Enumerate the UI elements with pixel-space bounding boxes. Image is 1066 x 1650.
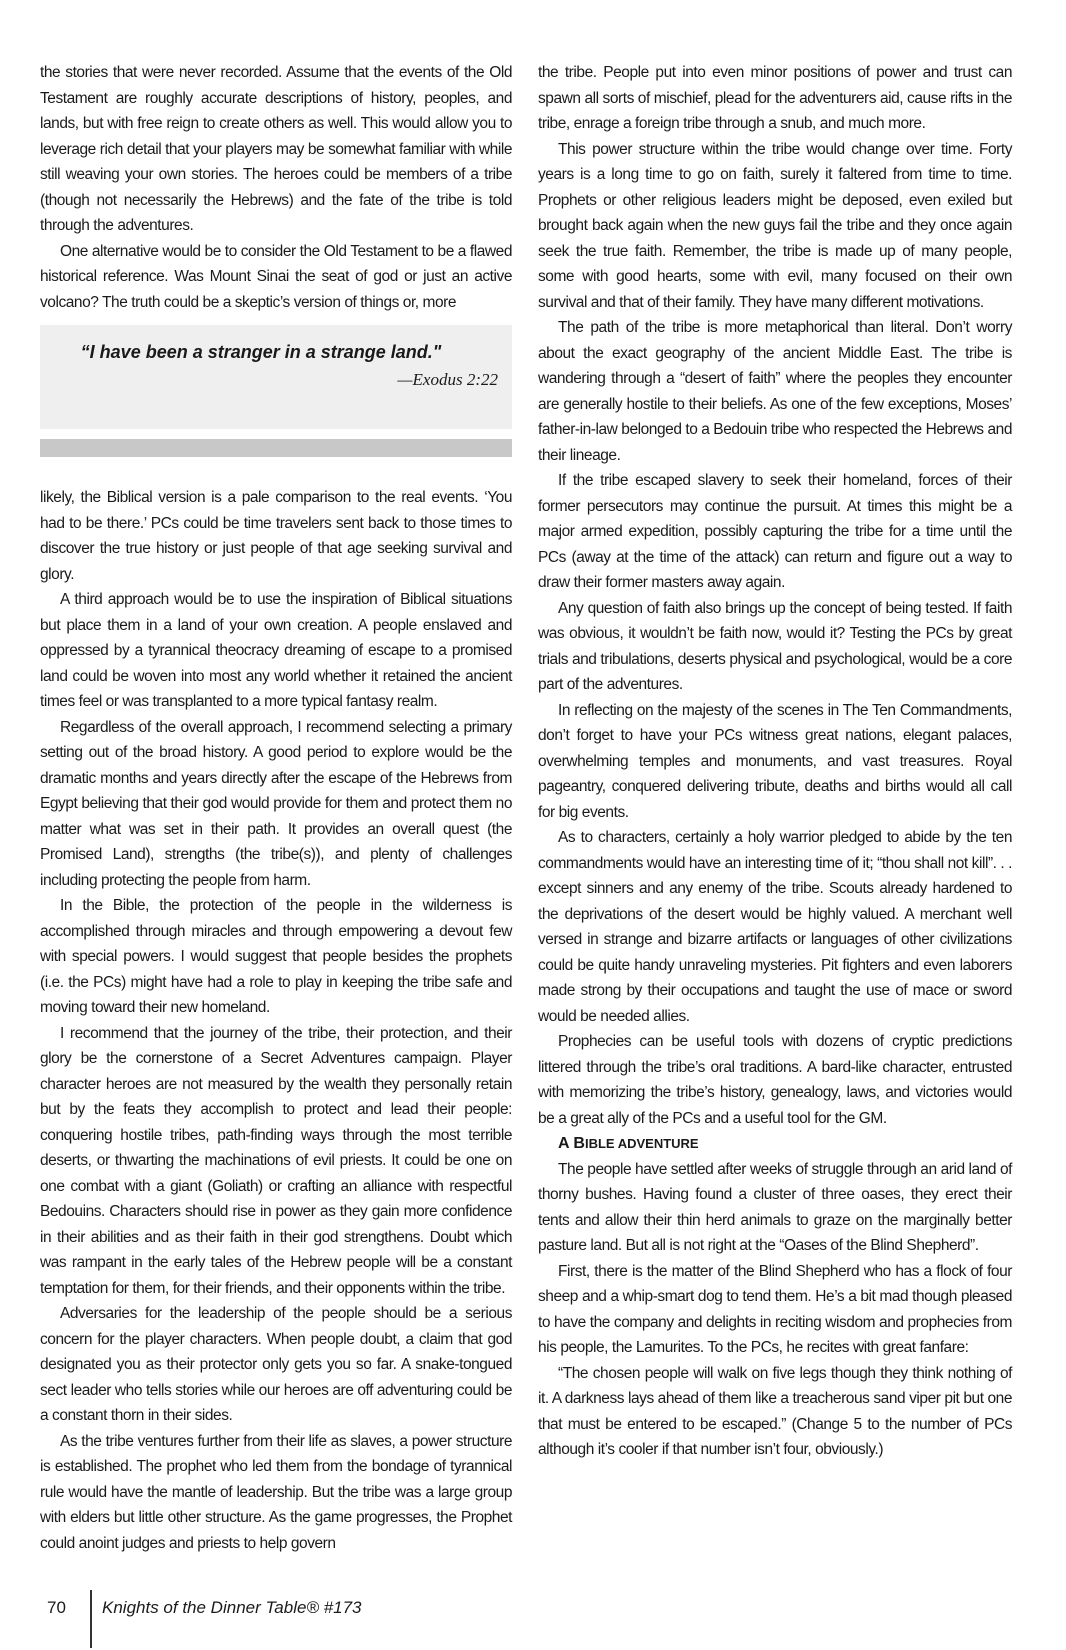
- paragraph: Prophecies can be useful tools with dozens of cryptic predictions littered through the tribe’s oral traditions. A bard-like character, entrusted with memorizing the tribe’s history, genealogy, laws, and victories would be a great ally of the PCs and a useful tool for the GM.: [538, 1033, 1012, 1127]
- paragraph: Regardless of the overall approach, I recommend selecting a primary setting out of the broad history. A good period to explore would be the dramatic months and years directly after the escape of the Hebrews from Egypt believing that their god would provide for them and protect them no matter what was set in their path. It provides an overall quest (the Promised Land), strengths (the tribe(s)), and plenty of challenges including protecting the people from harm.: [40, 718, 512, 889]
- paragraph: One alternative would be to consider the Old Testament to be a flawed historical reference. Was Mount Sinai the seat of god or just an active volcano? The truth could be a skeptic’s version of things or, more: [40, 242, 512, 311]
- paragraph: This power structure within the tribe would change over time. Forty years is a long time to go on faith, surely it faltered from time to time. Prophets or other religious leaders might be deposed, even exiled but brought back again when the new guys fail the tribe and they once again seek the true faith. Remember, the tribe is made up of many people, some with good hearts, some with evil, many focused on their own survival and that of their family. They have many different motivations.: [538, 140, 1012, 311]
- paragraph: As to characters, certainly a holy warrior pledged to abide by the ten commandments would have an interesting time of it; “thou shall not kill”. . . except sinners and any enemy of the tribe. Scouts already hardened to the deprivations of the desert would be highly valued. A merchant well versed in strange and bizarre artifacts or languages of other civilizations could be quite handy unraveling mysteries. Pit fighters and even laborers made strong by their occupations and taught the use of mace or sword would be needed allies.: [538, 829, 1012, 1025]
- page-number: 70: [47, 1598, 66, 1617]
- section-heading: [538, 1131, 1012, 1157]
- paragraph: “The chosen people will walk on five legs though they think nothing of it. A darkness lays ahead of them like a treacherous sand viper pit but one that must be entered to be escaped.” (Change 5 to the number of PCs although it’s cooler if that number isn’t four, obviously.): [538, 1364, 1012, 1458]
- paragraph: As the tribe ventures further from their life as slaves, a power structure is established. The prophet who led them from the bondage of tyrannical rule would have the mantle of leadership. But the tribe was a large group with elders but little other structure. As the game progresses, the Prophet could anoint judges and priests to help govern: [40, 1432, 512, 1552]
- section-heading-lead: A B: [558, 1135, 585, 1152]
- pull-quote-citation: —Exodus 2:22: [397, 370, 498, 389]
- right-column: [538, 60, 1012, 1463]
- paragraph: If the tribe escaped slavery to seek their homeland, forces of their former persecutors may continue the pursuit. At times this might be a major armed expedition, possibly capturing the tribe for a time until the PCs (away at the time of the attack) can return and figure out a way to draw their former masters away again.: [538, 472, 1012, 591]
- paragraph: The path of the tribe is more metaphorical than literal. Don’t worry about the exact geography of the ancient Middle East. The tribe is wandering through a “desert of faith” where the peoples they encounter are generally hostile to their beliefs. As one of the few exceptions, Moses’ father-in-law belonged to a Bedouin tribe who respected the Hebrews and their lineage.: [538, 319, 1012, 464]
- paragraph: Any question of faith also brings up the concept of being tested. If faith was obvious, it wouldn’t be faith now, would it? Testing the PCs by great trials and tribulations, deserts physical and psychological, would be a core part of the adventures.: [538, 599, 1012, 693]
- paragraph: In reflecting on the majesty of the scenes in The Ten Commandments, don’t forget to have your PCs witness great nations, elegant palaces, overwhelming temples and monuments, and vast treasures. Royal pageantry, conquered delivering tribute, deaths and births would all call for big events.: [538, 701, 1012, 821]
- paragraph: the stories that were never recorded. Assume that the events of the Old Testament are roughly accurate descriptions of history, peoples, and lands, but with free reign to create others as well. This would allow you to leverage rich detail that your players may be somewhat familiar with while still weaving your own stories. The heroes could be members of a tribe (though not necessarily the Hebrews) and the fate of the tribe is told through the adventures.: [40, 64, 512, 234]
- paragraph: A third approach would be to use the inspiration of Biblical situations but place them in a land of your own creation. A people enslaved and oppressed by a tyrannical theocracy dreaming of escape to a promised land could be woven into most any world whether it retained the ancient times feel or was transplanted to a more typical fantasy realm.: [40, 591, 512, 710]
- paragraph: Adversaries for the leadership of the people should be a serious concern for the player characters. When people doubt, a claim that god designated you as their protector only gets you so far. A snake-tongued sect leader who tells stories while our heroes are off adventuring could be a constant thorn in their sides.: [40, 1305, 512, 1424]
- paragraph: First, there is the matter of the Blind Shepherd who has a flock of four sheep and a whip-smart dog to tend them. He’s a bit mad though pleased to have the company and delights in reciting wisdom and prophecies from his people, the Lamurites. To the PCs, he recites with great fanfare:: [538, 1262, 1012, 1356]
- paragraph: likely, the Biblical version is a pale comparison to the real events. ‘You had to be there.’ PCs could be time travelers sent back to those times to discover the true history or just people of that age seeking survival and glory.: [40, 489, 512, 583]
- paragraph: I recommend that the journey of the tribe, their protection, and their glory be the cornerstone of a Secret Adventures campaign. Player character heroes are not measured by the wealth they personally retain but by the feats they accomplish to protect and lead their people: conquering hostile tribes, path-finding ways through the most terrible deserts, or thwarting the machinations of evil priests. It could be one on one combat with a giant (Goliath) or crafting an alliance with respectful Bedouins. Characters should rise in power as they gain more confidence in their abilities and as their faith in their god strengthens. Doubt which was rampant in the early tales of the Hebrew people will be a constant temptation for them, for their friends, and their opponents within the tribe.: [40, 1024, 512, 1297]
- paragraph: The people have settled after weeks of struggle through an arid land of thorny bushes. Having found a cluster of three oases, they erect their tents and allow their thin herd animals to graze on the marginally better pasture land. But all is not right at the “Oases of the Blind Shepherd”.: [538, 1160, 1012, 1254]
- page-footer: [0, 1590, 1066, 1650]
- left-column: [40, 60, 512, 1556]
- paragraph: In the Bible, the protection of the people in the wilderness is accomplished through miracles and through empowering a devout few with special powers. I would suggest that people besides the prophets (i.e. the PCs) might have had a role to play in keeping the tribe safe and moving toward their new homeland.: [40, 897, 512, 1016]
- publication-title: Knights of the Dinner Table® #173: [102, 1598, 362, 1617]
- footer-divider: [90, 1590, 92, 1648]
- divider-bar: [40, 439, 512, 457]
- pull-quote: [40, 325, 512, 429]
- paragraph: the tribe. People put into even minor positions of power and trust can spawn all sorts of mischief, plead for the adventurers aid, cause rifts in the tribe, enrage a foreign tribe through a snub, and much more.: [538, 64, 1012, 132]
- section-heading-rest: IBLE ADVENTURE: [584, 1136, 699, 1151]
- pull-quote-text: “I have been a stranger in a strange land.": [80, 342, 442, 362]
